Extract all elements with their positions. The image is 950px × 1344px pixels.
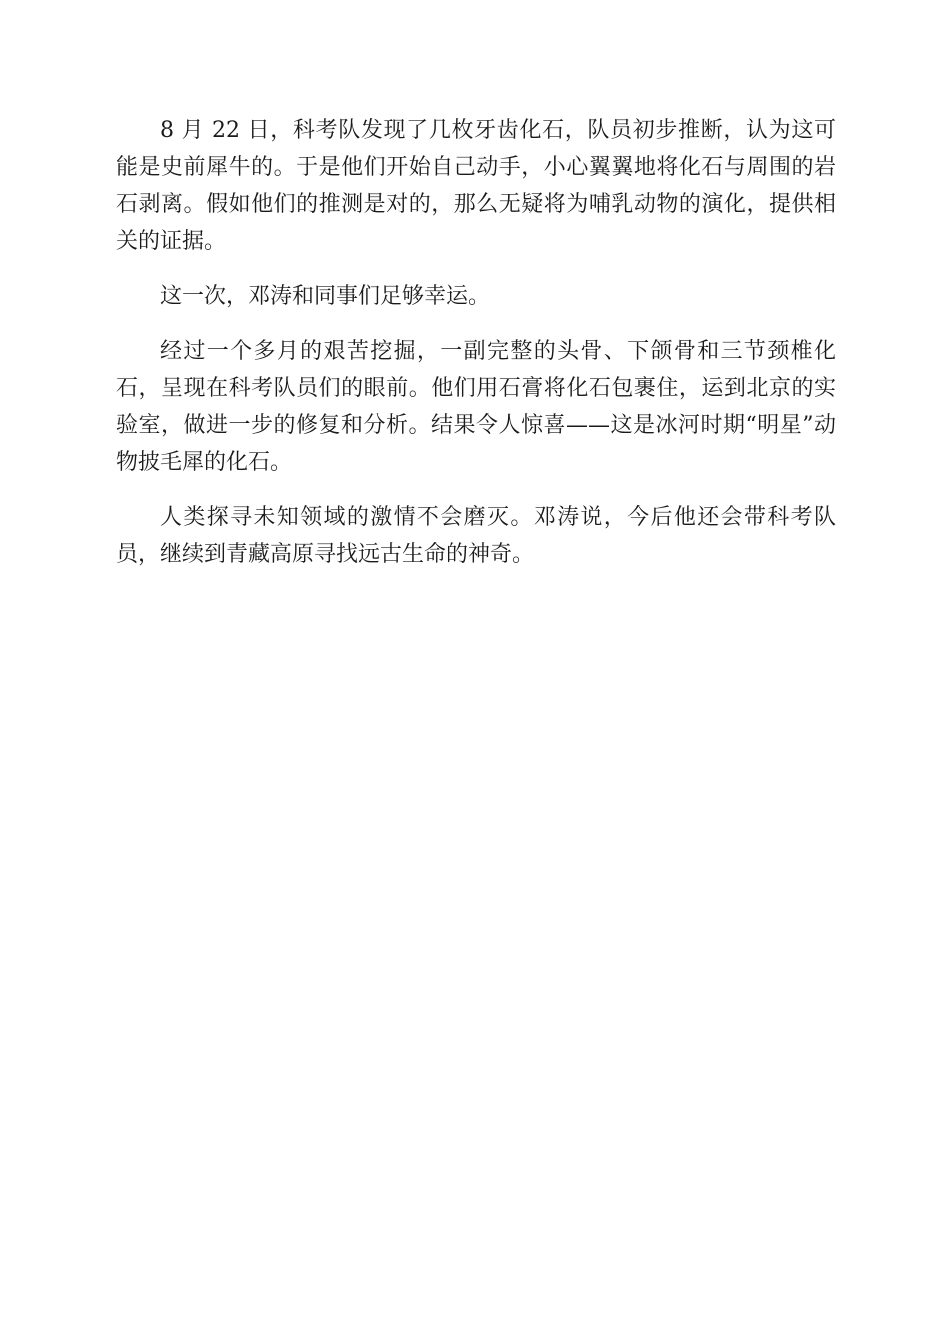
paragraph-excavation: 经过一个多月的艰苦挖掘，一副完整的头骨、下颌骨和三节颈椎化石，呈现在科考队员们的眼前。他们用石膏将化石包裹住，运到北京的实验室，做进一步的修复和分析。结果令人惊喜——这是冰河时期“明星”动物披毛犀的化石。: [116, 339, 836, 475]
article-body: [116, 112, 836, 591]
paragraph-lucky: 这一次，邓涛和同事们足够幸运。: [160, 284, 491, 309]
paragraph-fossil-teeth: 8 月 22 日，科考队发现了几枚牙齿化石，队员初步推断，认为这可能是史前犀牛的。于是他们开始自己动手，小心翼翼地将化石与周围的岩石剥离。假如他们的推测是对的，那么无疑将为哺乳动物的演化，提供相关的证据。: [116, 118, 836, 254]
paragraph-exploration: 人类探寻未知领域的激情不会磨灭。邓涛说，今后他还会带科考队员，继续到青藏高原寻找远古生命的神奇。: [116, 505, 836, 567]
